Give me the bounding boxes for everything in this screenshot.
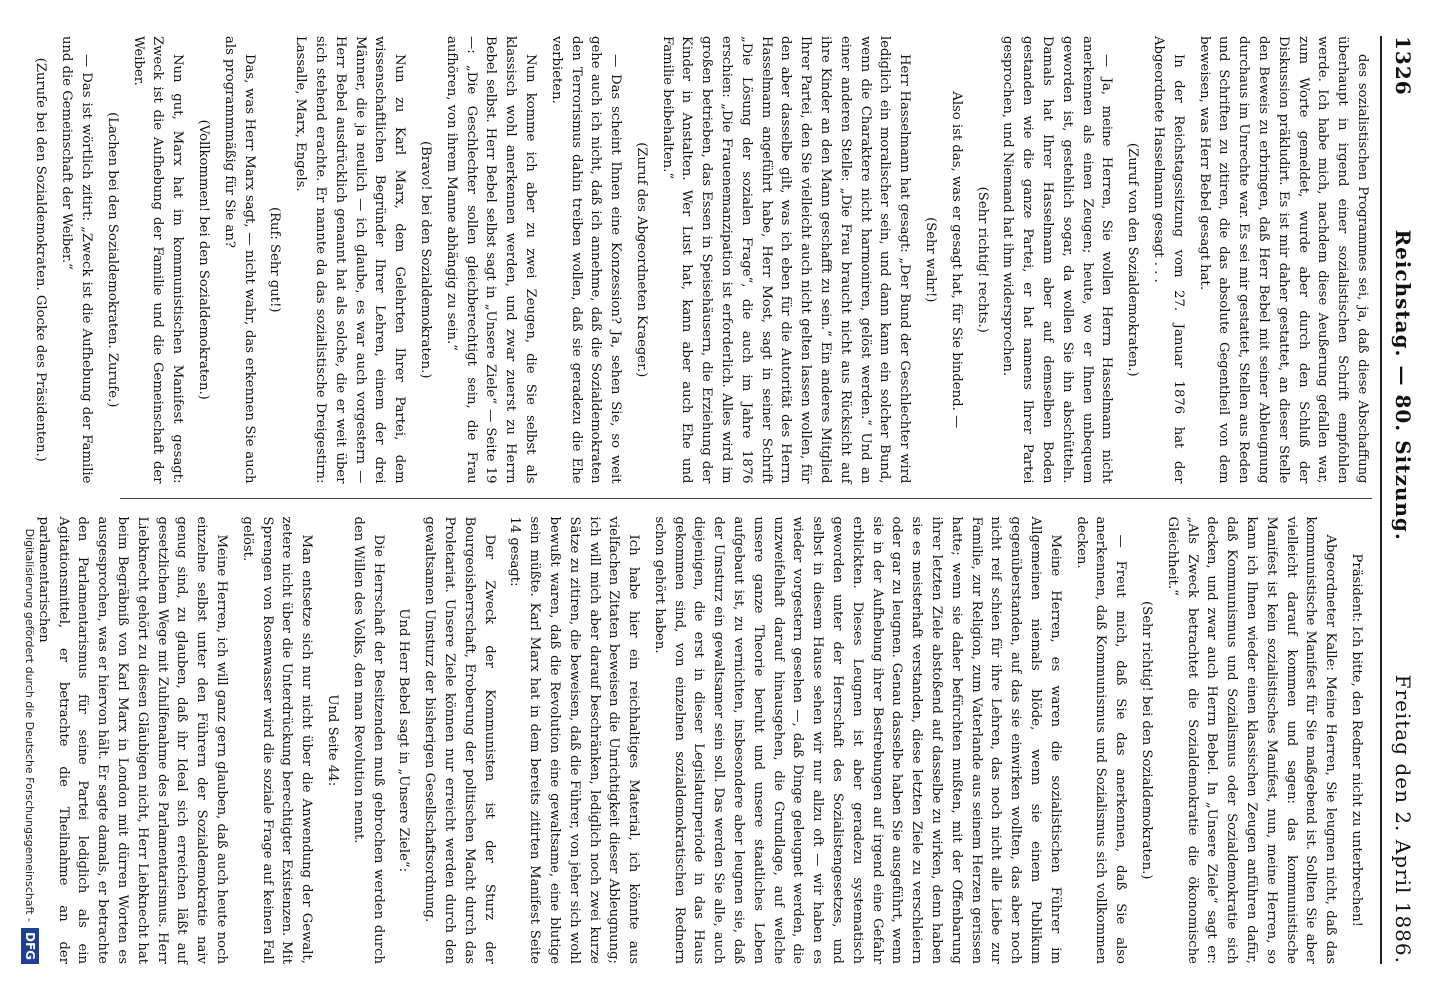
- paragraph: Nun gut, Marx hat im kommunistischen Manifest gesagt: Zweck ist die Aufhebung der Familie und die Gemeinschaft der Weiber.: [130, 36, 186, 484]
- paragraph: Präsident: Ich bitte, den Redner nicht zu unterbrechen!: [1349, 553, 1364, 927]
- paragraph: Und Seite 44:: [324, 694, 340, 787]
- paragraph: — Das ist wörtlich zitirt: „Zweck ist die Aufhebung der Familie und die Gemeinschaft der Weiber.“: [59, 36, 94, 484]
- paragraph: — Ja, meine Herren, Sie wollen Herrn Hasselmann nicht anerkennen als einen Zeugen; heute, wo er Ihnen unbequem geworden ist, gestehlich sogar, da wollen Sie ihn abschütteln. Damals hat Ihrer Hasselmann aber auf demselben Boden gestanden wie die ganze Partei, er hat namens Ihrer Partei gesprochen, und Niemand hat ihm widersprochen.: [1000, 36, 1115, 484]
- paragraph: In der Reichstagssitzung vom 27. Januar 1876 hat der Abgeordnete Hasselmann gesagt . . .: [1151, 36, 1186, 484]
- session-title: Reichstag. — 80. Sitzung.: [1391, 229, 1415, 541]
- paragraph: Ich habe hier ein reichhaltiges Material, ich könnte aus vielfachen Zitaten beweisen die Unrichtigkeit dieser Ableugnung; ich will mich aber darauf beschränken, lediglich noch zwei kurze Sätze zu zitiren, die beweisen, daß die Führer, von jeher sich wohl bewußt waren, daß die Revolution eine gewaltsame, eine blutige sein müßte. Karl Marx hat in dem bereits zitirten Manifest Seite 14 gesagt:: [507, 516, 642, 964]
- paragraph: (Sehr richtig! rechts.): [974, 186, 990, 333]
- paragraph: (Zurufe bei den Sozialdemokraten. Glocke des Präsidenten.): [33, 57, 49, 462]
- page-header: [1380, 36, 1420, 964]
- paragraph: Meine Herren, es waren die sozialistischen Führer im Allgemeinen niemals blöde, wenn sie einem Publikum gegenüberstanden, auf das sie einwirken wollten, das aber noch nicht reif schien für ihre Lehren, das noch nicht alle Liebe zur Familie, zur Religion, zum Vaterlande aus seinem Herzen gerissen hatte; wenn sie daher befürchten mußten, mit der Offenbarung ihrer letzten Ziele abstoßend auf dasselbe zu wirken, denn haben sie es meisterhaft verstanden, diese letzten Ziele zu verschleiern oder gar zu leugnen. Genau dasselbe haben Sie ausgeführt, wenn sie in der Aufhebung ihrer Bestrebungen auf irgend eine Gefahr erblickten. Dieses Leugnen ist aber geradezu systematisch geworden unter der Herrschaft des Sozialistengesetzes, und selbst in diesem Hause sehen wir nur allzu oft — wir haben es wieder vorgestern gesehen —, daß Dinge geleugnet werden, die unzweifelhaft darauf hinausgehen, die Grundlage, auf welche unsere ganze Theorie beruht und unsere staatliches Leben aufgebaut ist, zu vernichten, insbesondere aber leugnen sie, daß der Umsturz ein gewaltsamer sein soll. Das werden Sie alle, auch diejenigen, die erst in dieser Legislaturperiode in das Haus gekommen sind, von einzelnen sozialdemokratischen Rednern schon gehört haben.: [651, 516, 1063, 964]
- paragraph: (Sehr wahr!): [923, 217, 939, 303]
- paragraph: — Das scheint Ihnen eine Konzession? Ja, sehen Sie, so weit gehe auch ich nicht, daß ich annehme, daß die Sozialdemokraten den Terrorismus dahin treiben wollen, daß sie geradezu die Ehe verbieten.: [548, 36, 624, 484]
- paragraph: (Sehr richtig! bei den Sozialdemokraten.): [1139, 601, 1155, 880]
- digitization-footer: [18, 36, 42, 964]
- paragraph: Die Herrschaft der Besitzenden muß gebrochen werden durch den Willen des Volks, den man Revolution nennt.: [350, 516, 386, 964]
- text-columns: [33, 36, 1372, 964]
- paragraph: (Ruf: Sehr gut!): [267, 206, 283, 313]
- paragraph: — Freut mich, daß Sie das anerkennen, daß Sie also anerkennen, daß Kommunismus und Sozialismus sich vollkommen decken.: [1073, 516, 1129, 964]
- paragraph: Also ist das, was er gesagt hat, für Sie bindend. —: [948, 91, 964, 429]
- page-number: 1326: [1391, 36, 1415, 96]
- paragraph: des sozialistischen Programmes sei, ja, daß diese Abschaffung überhaupt in irgend einer sozialistischen Schrift empfohlen werde. Ich habe mich, nachdem diese Aeußerung gefallen war, zum Worte gemeldet, wurde aber durch den Schluß der Diskussion präkludirt. Es ist mir daher gestattet, an dieser Stelle den Beweis zu erbringen, daß Herr Bebel mit seiner Ableugnung durchaus im Unrechte war. Es sei mir gestattet, Stellen aus Reden und Schriften zu zitiren, die das absolute Gegentheil von dem beweisen, was Herr Bebel gesagt hat.: [1196, 36, 1370, 484]
- funding-credit: Digitalisierung gefördert durch die Deutsche Forschungsgemeinschaft -: [23, 528, 37, 922]
- paragraph: Nun komme ich aber zu zwei Zeugen, die Sie selbst als klassisch wohl anerkennen werden, und zwar zuerst zu Herrn Bebel selbst. Herr Bebel selbst sagt in „Unsere Ziele“ — Seite 19 —: „Die Geschlechter sollen gleichberechtigt sein, die Frau aufhören, von ihrem Manne abhängig zu sein.“: [443, 36, 538, 484]
- paragraph: Und Herr Bebel sagt in „Unsere Ziele“:: [396, 608, 412, 873]
- paragraph: (Zuruf von den Sozialdemokraten.): [1125, 142, 1141, 377]
- paragraph: (Lachen bei den Sozialdemokraten. Zurufe.): [104, 112, 120, 408]
- dfg-logo-icon: DFG: [21, 928, 39, 964]
- paragraph: Das, was Herr Marx sagt, — nicht wahr, das erkennen Sie auch als programmmäßig für Sie an?: [221, 36, 257, 484]
- paragraph: (Vollkommen! bei den Sozialdemokraten.): [195, 119, 211, 400]
- paragraph: Abgeordneter Kalle: Meine Herren, Sie leugnen nicht, daß das kommunistische Manifest für Sie maßgebend ist. Sollten Sie aber vielleicht darauf kommen und sagen: das kommunistische Manifest ist kein sozialistisches Manifest, nun, meine Herren, so kann ich Ihnen wieder einen klassischen Zeugen anführen dafür, daß Kommunismus und Sozialismus oder Sozialdemokratie sich decken, und zwar auch Herrn Bebel. In „Unsere Ziele“ sagt er: „Als Zweck betrachtet die Sozialdemokratie die ökonomische Gleichheit.“: [1164, 516, 1339, 964]
- left-column: [33, 36, 1372, 499]
- paragraph: Meine Herren, ich will ganz gern glauben, daß auch heute noch einzelne selbst unter den Führern der Sozialdemokratie naiv genug sind, zu glauben, daß ihr Ideal sich erreichen läßt auf gesetzlichem Wege mit Zuhilfenahme des Parlamentarismus. Herr Liebknecht gehört zu diesen Gläubigen nicht, Herr Liebknecht hat beim Begräbniß von Karl Marx in London mit dürren Worten es ausgesprochen, was er hiervon hält. Er sagte damals, er betrachte den Parlamentarismus für seine Partei lediglich als ein Agitationsmittel, er betrachte die Theilnahme an der parlamentarischen: [35, 516, 229, 964]
- right-column: [35, 516, 1372, 965]
- paragraph: Der Zweck der Kommunisten ist der Sturz der Bourgeoisherrschaft, Eroberung der politischen Macht durch das Proletariat. Unsere Ziele können nur erreicht werden durch den gewaltsamen Umsturz der bisherigen Gesellschaftsordnung.: [422, 516, 497, 964]
- paragraph: Herr Hasselmann hat gesagt: „Der Bund der Geschlechter wird lediglich ein moralischer sein, und dann kann ein solcher Bund, wenn die Charaktere nicht harmoniren, gelöst werden.“ Und an einer anderen Stelle: „Die Frau braucht nicht aus Rücksicht auf ihre Kinder an den Mann geschafft zu sein.“ Ein anderes Mitglied Ihrer Partei, den Sie vielleicht auch nicht gelten lassen wollen, für den aber dasselbe gilt, was ich eben für die Autorität des Herrn Hasselmann angeführt habe, Herr Most, sagt in seiner Schrift „Die Lösung der sozialen Frage“, die auch im Jahre 1876 erschien: „Die Frauenemanzipation ist erforderlich. Alles wird im großen betrieben, das Essen in Speisehäusern, die Erziehung der Kinder in Anstalten. Wer Lust hat, kann aber auch Ehe und Familie beibehalten.“: [659, 36, 913, 484]
- session-date: Freitag den 2. April 1886.: [1391, 674, 1415, 964]
- paragraph: Man entsetze sich nur nicht über die Anwendung der Gewalt, zetere nicht über die Unterdrückung berechtigter Existenzen. Mit Sprengen von Rosenwasser wird die soziale Frage auf keinen Fall gelöst.: [239, 516, 315, 964]
- paragraph: Nun zu Karl Marx, dem Gelehrten Ihrer Partei, dem wissenschaftlichen Begründer Ihrer Lehren, einem der drei Männer, die ja neulich — ich glaube, es war auch vorgestern — Herr Bebel ausdrücklich genannt hat als solche, die er weit über sich stehend erachte. Er nannte da das sozialistische Dreigestirn: Lassalle, Marx, Engels.: [293, 36, 408, 484]
- paragraph: (Bravo! bei den Sozialdemokraten.): [417, 141, 433, 379]
- paragraph: (Zuruf des Abgeordneten Kraeger.): [633, 142, 649, 378]
